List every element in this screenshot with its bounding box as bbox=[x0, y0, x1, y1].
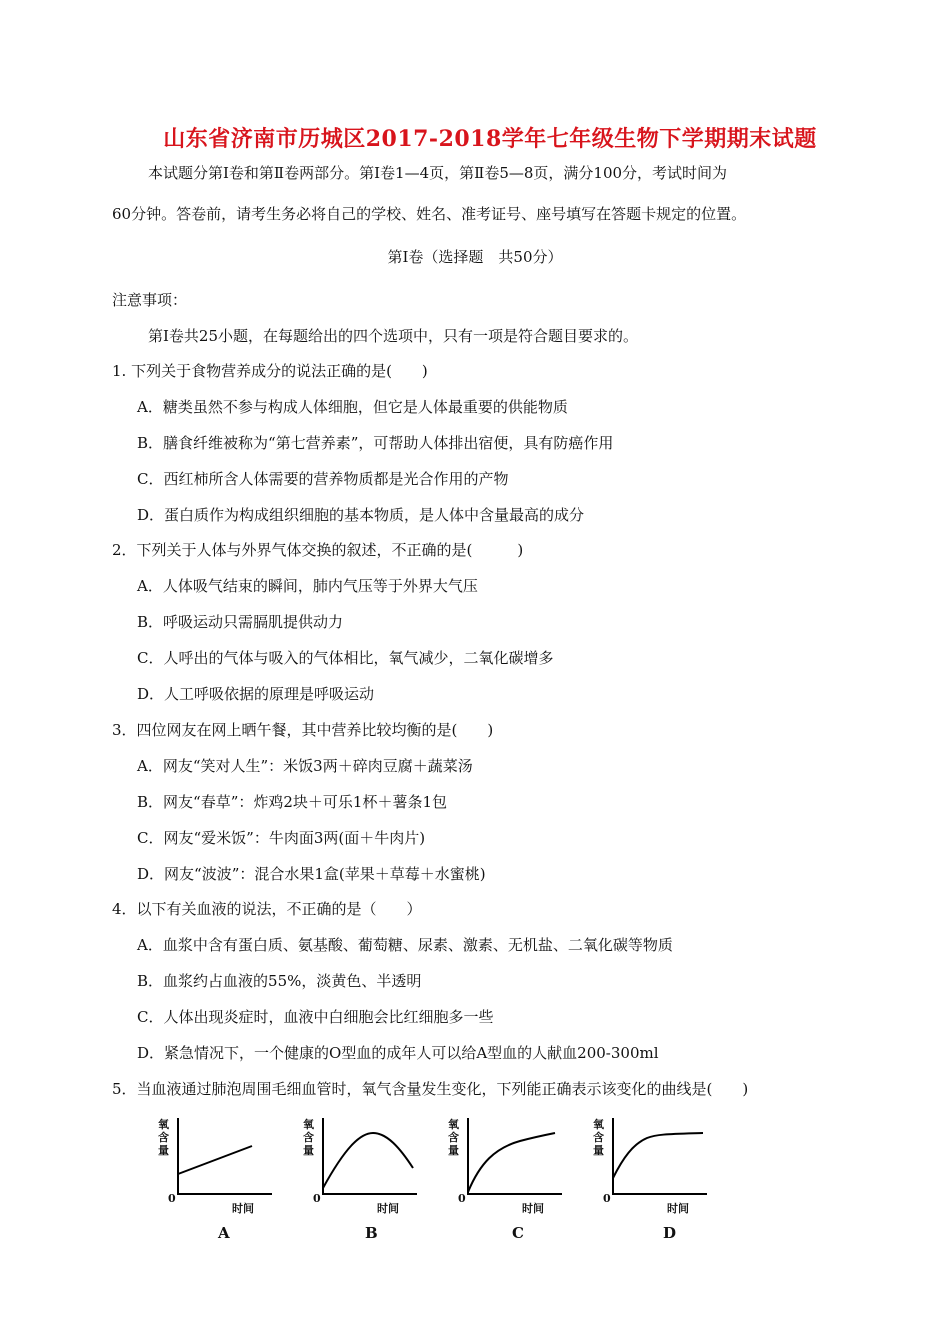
question-option: D．人工呼吸依据的原理是呼吸运动 bbox=[137, 685, 375, 703]
x-axis-label: 时间 bbox=[522, 1202, 544, 1215]
question-stem: 1. 下列关于食物营养成分的说法正确的是( ) bbox=[112, 362, 428, 380]
curve-d bbox=[613, 1133, 703, 1178]
x-axis-label: 时间 bbox=[667, 1202, 689, 1215]
y-axis-label: 氧含量 bbox=[448, 1118, 459, 1157]
question-option: D．紧急情况下，一个健康的O型血的成年人可以给A型血的人献血200-300ml bbox=[137, 1044, 659, 1062]
origin-label: 0 bbox=[313, 1192, 321, 1205]
oxygen-curve-figures bbox=[140, 1108, 760, 1253]
question-stem: 4．以下有关血液的说法，不正确的是（ ） bbox=[112, 900, 422, 918]
graph-a bbox=[140, 1108, 290, 1253]
question-option: C．人体出现炎症时，血液中白细胞会比红细胞多一些 bbox=[137, 1008, 494, 1026]
y-axis-label: 氧含量 bbox=[158, 1118, 169, 1157]
curve-c bbox=[468, 1133, 555, 1192]
question-option: A．人体吸气结束的瞬间，肺内气压等于外界大气压 bbox=[137, 577, 478, 595]
x-axis-label: 时间 bbox=[232, 1202, 254, 1215]
question-option: A．血浆中含有蛋白质、氨基酸、葡萄糖、尿素、激素、无机盐、二氧化碳等物质 bbox=[137, 936, 673, 954]
graph-letter: D bbox=[663, 1224, 677, 1242]
graph-b bbox=[285, 1108, 435, 1253]
curve-b bbox=[323, 1133, 413, 1188]
question-option: B．血浆约占血液的55%，淡黄色、半透明 bbox=[137, 972, 422, 990]
graph-c bbox=[430, 1108, 580, 1253]
question-option: C．人呼出的气体与吸入的气体相比，氧气减少，二氧化碳增多 bbox=[137, 649, 554, 667]
graph-letter: B bbox=[365, 1224, 378, 1242]
y-axis-label: 氧含量 bbox=[593, 1118, 604, 1157]
notes-label: 注意事项： bbox=[112, 291, 188, 309]
origin-label: 0 bbox=[458, 1192, 466, 1205]
graph-d bbox=[575, 1108, 725, 1253]
section-title: 第Ⅰ卷（选择题 共50分） bbox=[387, 248, 563, 266]
question-stem: 5．当血液通过肺泡周围毛细血管时，氧气含量发生变化，下列能正确表示该变化的曲线是( ) bbox=[112, 1080, 749, 1098]
question-option: A．糖类虽然不参与构成人体细胞，但它是人体最重要的供能物质 bbox=[137, 398, 568, 416]
y-axis-label: 氧含量 bbox=[303, 1118, 314, 1157]
question-option: B．膳食纤维被称为“第七营养素”，可帮助人体排出宿便，具有防癌作用 bbox=[137, 434, 614, 452]
question-option: B．网友“春草”：炸鸡2块＋可乐1杯＋薯条1包 bbox=[137, 793, 447, 811]
origin-label: 0 bbox=[603, 1192, 611, 1205]
question-option: A．网友“笑对人生”：米饭3两＋碎肉豆腐＋蔬菜汤 bbox=[137, 757, 473, 775]
intro-line-1: 本试题分第Ⅰ卷和第Ⅱ卷两部分。第Ⅰ卷1—4页，第Ⅱ卷5—8页，满分100分，考试时间为 bbox=[148, 164, 728, 182]
x-axis-label: 时间 bbox=[377, 1202, 399, 1215]
page-title: 山东省济南市历城区2017-2018学年七年级生物下学期期末试题 bbox=[163, 126, 817, 152]
question-option: C．网友“爱米饭”：牛肉面3两(面＋牛肉片) bbox=[137, 829, 426, 847]
question-option: D．蛋白质作为构成组织细胞的基本物质，是人体中含量最高的成分 bbox=[137, 506, 585, 524]
question-option: C．西红柿所含人体需要的营养物质都是光合作用的产物 bbox=[137, 470, 509, 488]
question-option: B．呼吸运动只需膈肌提供动力 bbox=[137, 613, 344, 631]
question-stem: 3．四位网友在网上晒午餐，其中营养比较均衡的是( ) bbox=[112, 721, 494, 739]
notes-text: 第Ⅰ卷共25小题，在每题给出的四个选项中，只有一项是符合题目要求的。 bbox=[148, 327, 639, 345]
intro-line-2: 60分钟。答卷前，请考生务必将自己的学校、姓名、准考证号、座号填写在答题卡规定的位置。 bbox=[112, 205, 747, 223]
curve-a bbox=[178, 1146, 252, 1174]
graph-letter: A bbox=[218, 1224, 230, 1242]
question-option: D．网友“波波”：混合水果1盒(苹果＋草莓＋水蜜桃) bbox=[137, 865, 486, 883]
question-stem: 2．下列关于人体与外界气体交换的叙述，不正确的是( ) bbox=[112, 541, 524, 559]
graph-letter: C bbox=[512, 1224, 524, 1242]
origin-label: 0 bbox=[168, 1192, 176, 1205]
